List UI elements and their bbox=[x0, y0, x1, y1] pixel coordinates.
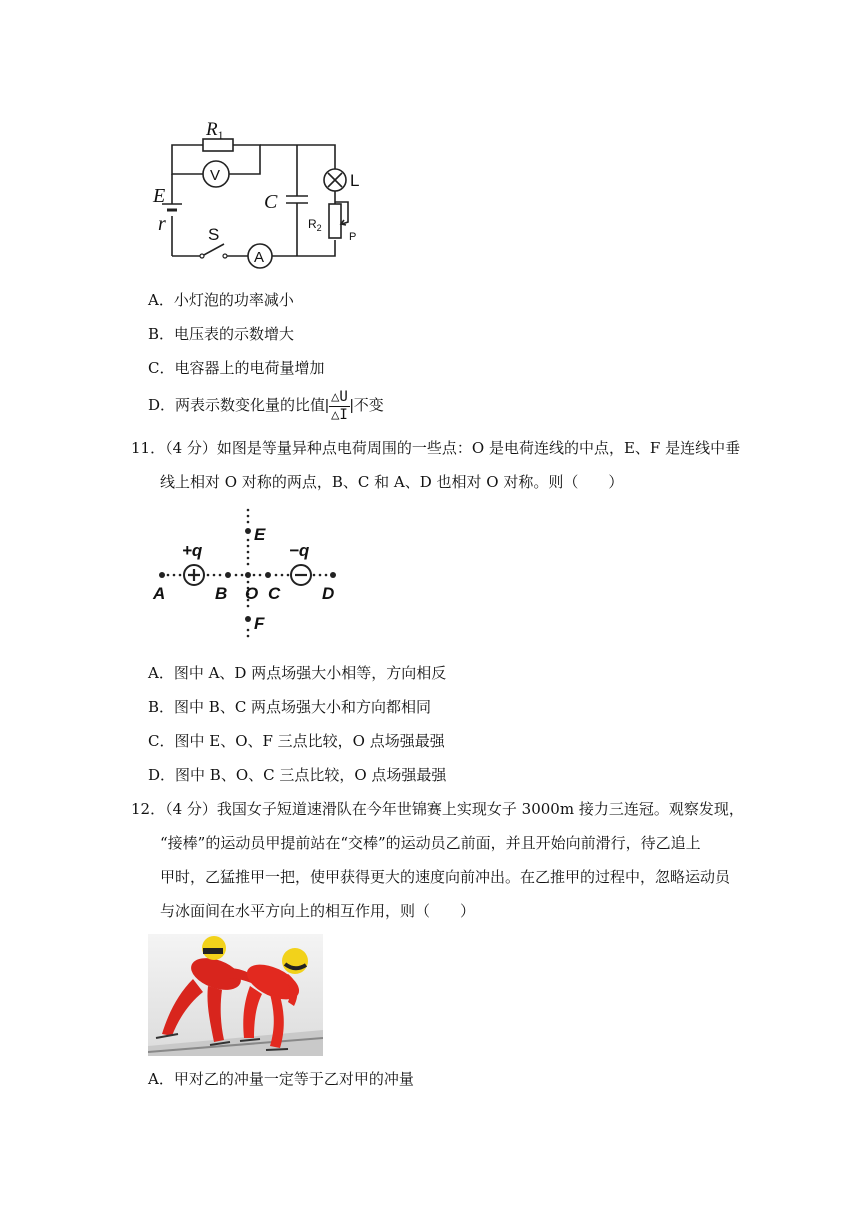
c-label: C bbox=[264, 191, 278, 213]
q11-option-a: A．图中 A、D 两点场强大小相等，方向相反 bbox=[148, 664, 447, 682]
q10-option-d: D．两表示数变化量的比值| $\frac{\triangle U}{\triangle I}$ |不变 bbox=[148, 388, 384, 423]
voltmeter-label: V bbox=[210, 167, 221, 184]
plus-charge-label: +q bbox=[182, 541, 203, 560]
ammeter-label: A bbox=[254, 249, 265, 266]
label-c: C bbox=[268, 584, 281, 603]
r-label: r bbox=[158, 213, 166, 235]
ratio-fraction bbox=[329, 389, 350, 424]
q11-stem-line2: 线上相对 O 对称的两点，B、C 和 A、D 也相对 O 对称。则（ ） bbox=[160, 473, 624, 491]
r2-label: $R_2$ bbox=[308, 217, 322, 233]
l-label: L bbox=[350, 171, 360, 190]
q12-stem-line3: 甲时，乙猛推甲一把，使甲获得更大的速度向前冲出。在乙推甲的过程中，忽略运动员 bbox=[160, 868, 731, 886]
p-label: P bbox=[349, 231, 357, 243]
q10-option-d-prefix: D．两表示数变化量的比值 bbox=[148, 396, 326, 414]
label-e: E bbox=[254, 525, 266, 544]
point-e bbox=[245, 528, 251, 534]
r1-label: $R_1$ bbox=[206, 119, 224, 142]
point-a bbox=[159, 572, 165, 578]
charge-field-diagram bbox=[150, 505, 350, 645]
q10-option-c: C．电容器上的电荷量增加 bbox=[148, 359, 325, 377]
q10-option-a: A．小灯泡的功率减小 bbox=[148, 291, 294, 309]
point-f bbox=[245, 616, 251, 622]
e-label: E bbox=[153, 185, 166, 207]
label-b: B bbox=[215, 584, 228, 603]
point-d bbox=[330, 572, 336, 578]
point-o bbox=[245, 572, 251, 578]
s-label: S bbox=[208, 225, 220, 244]
point-c bbox=[265, 572, 271, 578]
point-b bbox=[225, 572, 231, 578]
q10-option-b: B．电压表的示数增大 bbox=[148, 325, 295, 343]
fraction-denominator: △I bbox=[330, 406, 348, 423]
label-d: D bbox=[322, 584, 335, 603]
q12-stem-line4: 与冰面间在水平方向上的相互作用，则（ ） bbox=[160, 902, 476, 920]
label-o: O bbox=[245, 584, 259, 603]
q11-option-b: B．图中 B、C 两点场强大小和方向都相同 bbox=[148, 698, 432, 716]
speed-skaters-photo bbox=[148, 934, 323, 1056]
label-a: A bbox=[153, 584, 166, 603]
q10-option-d-suffix: 不变 bbox=[353, 396, 384, 414]
q11-stem-line1: 11．（4 分）如图是等量异种点电荷周围的一些点：O 是电荷连线的中点，E、F 是连线中垂 bbox=[131, 439, 741, 457]
q11-option-c: C．图中 E、O、F 三点比较，O 点场强最强 bbox=[148, 732, 445, 750]
q12-stem-line1: 12．（4 分）我国女子短道速滑队在今年世锦赛上实现女子 3000m 接力三连冠。观察发现， bbox=[131, 800, 744, 818]
q11-option-d: D．图中 B、O、C 三点比较，O 点场强最强 bbox=[148, 766, 447, 784]
label-f: F bbox=[254, 614, 265, 633]
circuit-diagram bbox=[150, 112, 370, 272]
minus-charge-label: −q bbox=[289, 541, 310, 560]
q12-stem-line2: “接棒”的运动员甲提前站在“交棒”的运动员乙前面，并且开始向前滑行，待乙追上 bbox=[160, 834, 701, 852]
q12-option-a: A．甲对乙的冲量一定等于乙对甲的冲量 bbox=[148, 1070, 414, 1088]
fraction-numerator: △U bbox=[330, 388, 348, 405]
